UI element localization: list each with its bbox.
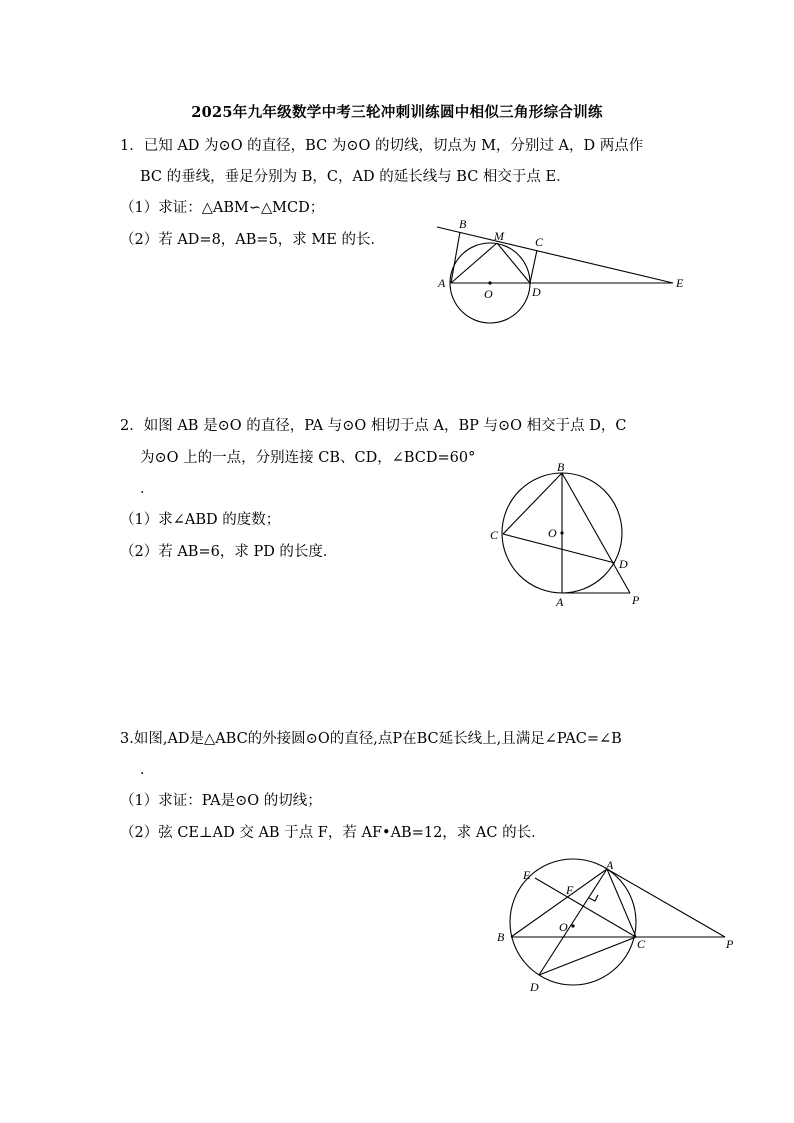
segment-cb — [503, 473, 562, 534]
label-d: D — [619, 557, 628, 571]
label-a: A — [556, 595, 564, 609]
chord-ec — [535, 878, 636, 937]
segment-dc — [539, 937, 636, 975]
problem-3-line-1: 3.如图,AD是△ABC的外接圆⊙O的直径,点P在BC延长线上,且满足∠PAC=∠B — [120, 731, 622, 747]
page-title: 2025年九年级数学中考三轮冲刺训练圆中相似三角形综合训练 — [191, 104, 603, 121]
tangent-ap — [607, 869, 725, 937]
label-p: P — [632, 593, 640, 607]
segment-am — [451, 243, 497, 283]
segment-ac — [607, 869, 636, 937]
problem-1-part-2: （2）若 AD=8，AB=5，求 ME 的长． — [120, 232, 385, 248]
problem-3-part-1: （1）求证：PA是⊙O 的切线； — [120, 793, 322, 809]
problem-2-line-3: ． — [140, 481, 155, 497]
label-o: O — [484, 287, 493, 301]
label-o: O — [548, 526, 557, 540]
label-a: A — [606, 858, 614, 872]
label-b: B — [557, 460, 565, 474]
label-m: M — [494, 229, 504, 243]
label-e: E — [523, 868, 531, 882]
label-a: A — [438, 276, 446, 290]
label-e: E — [676, 276, 684, 290]
label-c: C — [637, 937, 646, 951]
line-bc-tangent — [437, 227, 673, 283]
label-d: D — [530, 980, 539, 994]
label-d: D — [532, 285, 541, 299]
problem-3-figure — [490, 855, 740, 995]
segment-bp — [562, 473, 630, 593]
problem-2-figure — [485, 458, 645, 613]
problem-2-line-1: 2．如图 AB 是⊙O 的直径，PA 与⊙O 相切于点 A，BP 与⊙O 相交于点 D，C — [120, 418, 627, 434]
problem-1-figure — [430, 215, 700, 335]
problem-2-part-1: （1）求∠ABD 的度数； — [120, 512, 281, 528]
label-p: P — [726, 937, 734, 951]
label-c: C — [535, 235, 544, 249]
problem-1-line-2: BC 的垂线，垂足分别为 B，C，AD 的延长线与 BC 相交于点 E． — [140, 169, 571, 185]
segment-cd — [503, 534, 615, 563]
center-dot — [560, 531, 563, 534]
problem-1-part-1: （1）求证：△ABM∽△MCD； — [120, 200, 325, 216]
label-f: F — [566, 883, 574, 897]
center-dot — [488, 281, 491, 284]
problem-2-line-2: 为⊙O 上的一点，分别连接 CB、CD，∠BCD=60° — [140, 450, 476, 466]
label-b: B — [459, 217, 467, 231]
problem-3-part-2: （2）弦 CE⊥AD 交 AB 于点 F，若 AF•AB=12，求 AC 的长． — [120, 825, 546, 841]
label-c: C — [490, 528, 499, 542]
center-dot — [571, 924, 574, 927]
problem-1-line-1: 1．已知 AD 为⊙O 的直径，BC 为⊙O 的切线，切点为 M，分别过 A，D 两点作 — [120, 138, 644, 154]
label-b: B — [497, 930, 505, 944]
problem-2-part-2: （2）若 AB=6，求 PD 的长度． — [120, 544, 338, 560]
problem-3-line-2: ． — [140, 762, 155, 778]
label-o: O — [559, 920, 568, 934]
segment-dc — [530, 250, 537, 283]
